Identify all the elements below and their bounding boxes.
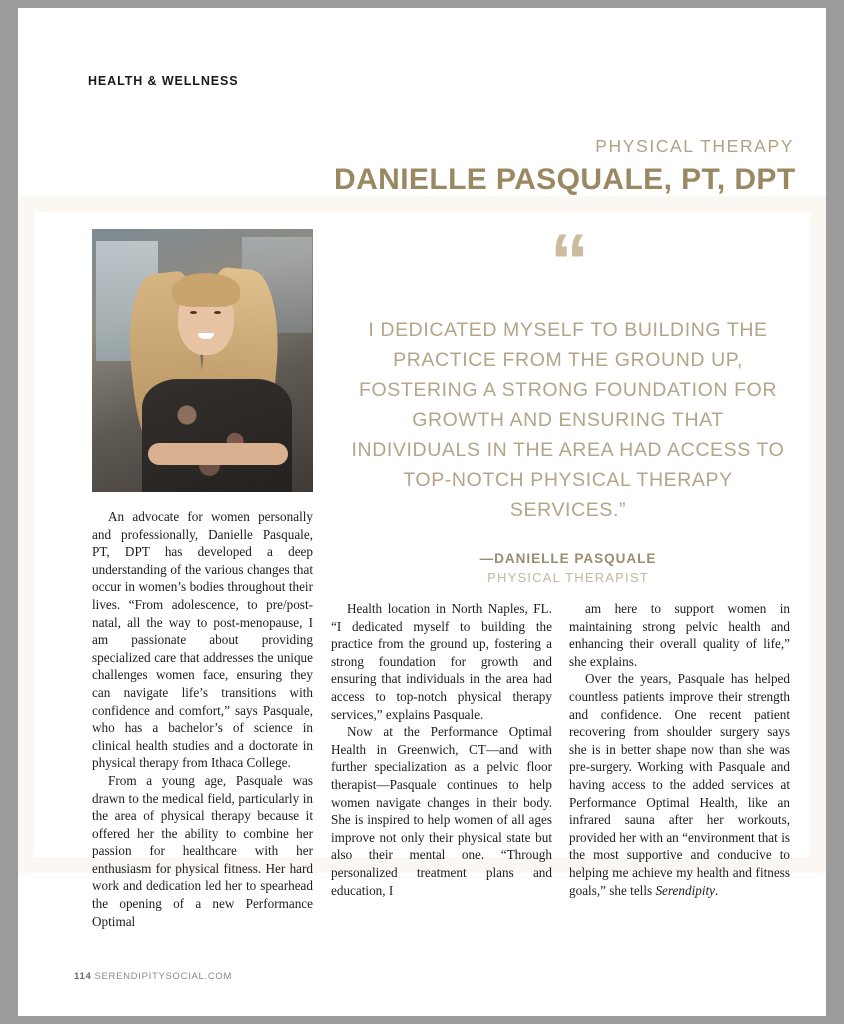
- page-title: DANIELLE PASQUALE, PT, DPT: [334, 163, 796, 196]
- article-title-block: [334, 136, 794, 197]
- page-number: 114: [74, 971, 92, 982]
- portrait-eye-right: [214, 311, 221, 314]
- pull-quote-role: PHYSICAL THERAPIST: [487, 569, 649, 585]
- paragraph-text-a: Over the years, Pasquale has helped countless patients improve their strength and confidence. One recent patient recovering from shoulder surgery says she is in better shape now than she was pre-surgery. Working with Pasquale and having access to the added services at Performance Optimal Health, like an infrared sauna after her workouts, provided her with an “environment that is the most supportive and conducive to helping me achieve my health and fitness goals,” she tells: [569, 671, 790, 898]
- portrait-eye-left: [190, 311, 197, 314]
- paragraph: Now at the Performance Optimal Health in Greenwich, CT—and with further specialization as a pelvic floor therapist—Pasquale continues to help women navigate changes in their body. She is inspired to help women of all ages improve not only their physical state but also their mental one. “Through personalized treatment plans and education, I: [331, 724, 552, 898]
- article-eyebrow: PHYSICAL THERAPY: [595, 136, 794, 156]
- magazine-page: [18, 8, 826, 1016]
- paragraph: am here to support women in maintaining strong pelvic health and enhancing their overall quality of life,” she explains.: [569, 601, 790, 669]
- portrait-photo: [92, 229, 313, 492]
- portrait-arms: [148, 443, 288, 465]
- page-footer: [74, 971, 232, 982]
- pull-quote-text: I DEDICATED MYSELF TO BUILDING THE PRACTICE FROM THE GROUND UP, FOSTERING A STRONG FOUNDATION FOR GROWTH AND ENSURING THAT INDIVIDUALS IN THE AREA HAD ACCESS TO TOP-NOTCH PHYSICAL THERAPY SERVICES.”: [351, 318, 785, 521]
- paragraph: [569, 670, 790, 899]
- body-column-1: [92, 508, 313, 930]
- paragraph: Health location in North Naples, FL. “I dedicated myself to building the practice from the ground up, fostering a strong foundation for growth and ensuring that individuals in the area had access to top-notch physical therapy services,” explains Pasquale.: [331, 601, 552, 722]
- section-kicker: HEALTH & WELLNESS: [88, 74, 239, 88]
- quote-mark-icon: “: [550, 217, 586, 305]
- paragraph-text-b: .: [715, 882, 719, 898]
- footer-site: SERENDIPITYSOCIAL.COM: [94, 971, 233, 982]
- body-column-3: [569, 600, 790, 899]
- body-column-2: [331, 600, 552, 899]
- paragraph: An advocate for women personally and professionally, Danielle Pasquale, PT, DPT has developed a deep understanding of the various changes that occur in women’s bodies throughout their lives. “From adolescence, to pre/post-natal, all the way to post-menopause, I am passionate about providing specialized care that addresses the unique challenges women face, ensuring they can navigate life’s transitions with confidence and comfort,” says Pasquale, who has a bachelor’s of science in clinical health studies and a doctorate in physical therapy from Ithaca College.: [92, 509, 313, 771]
- pull-quote-attribution: —DANIELLE PASQUALE: [479, 550, 657, 566]
- paragraph: From a young age, Pasquale was drawn to the medical field, particularly in the area of physical therapy because it offered her the ability to combine her passion for healthcare with her enthusiasm for physical fitness. Her hard work and dedication led her to spearhead the opening of a new Performance Optimal: [92, 772, 313, 929]
- pull-quote: [348, 217, 788, 585]
- portrait-hair-top: [172, 273, 240, 307]
- portrait-floral-top: [142, 379, 292, 492]
- magazine-name: Serendipity: [655, 882, 716, 898]
